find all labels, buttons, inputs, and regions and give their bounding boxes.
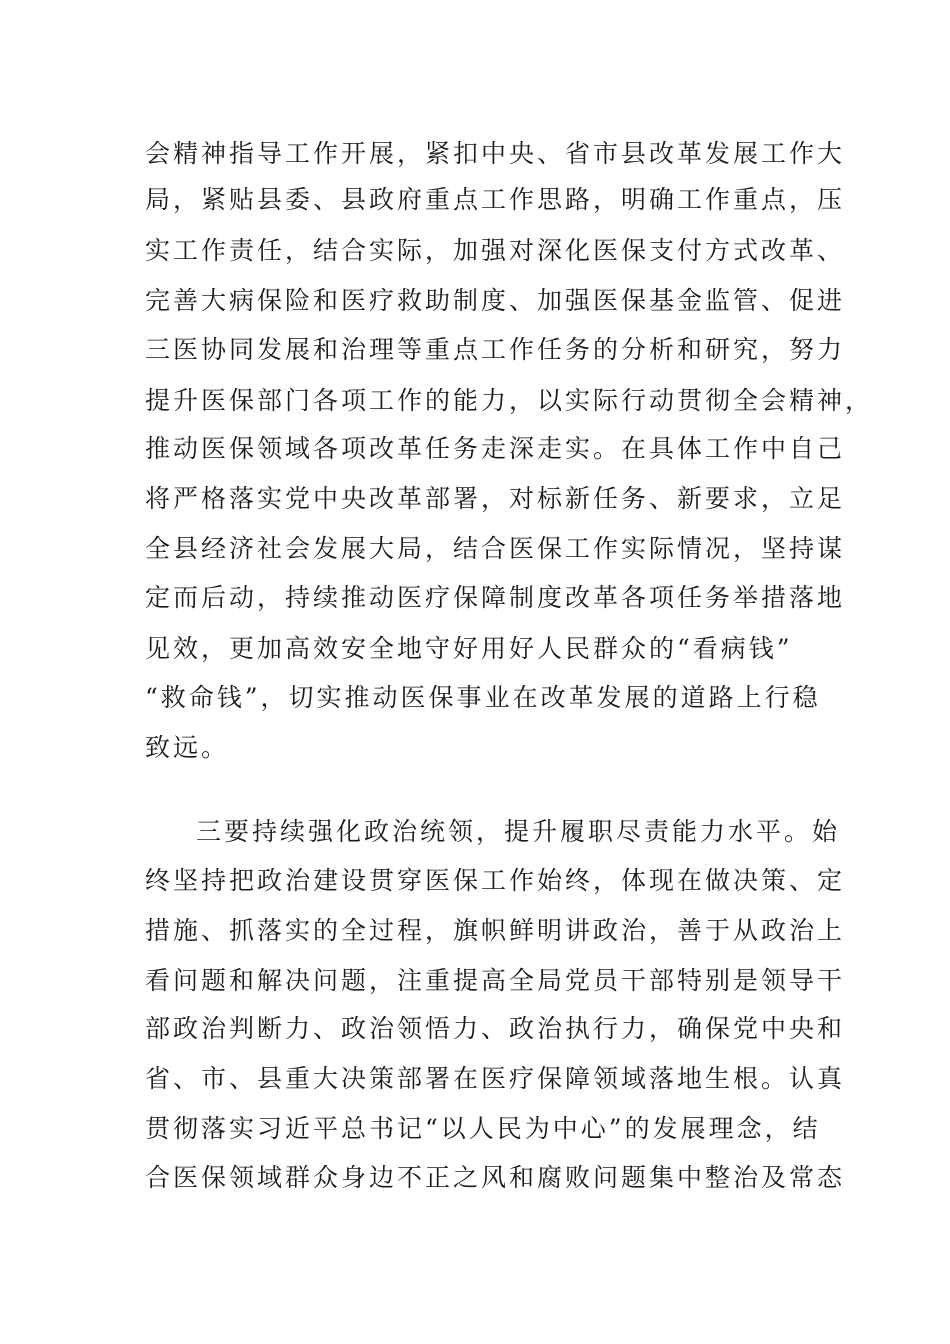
text-line: 贯彻落实习近平总书记“以人民为中心”的发展理念，结 (145, 1114, 821, 1143)
text-line: 三要持续强化政治统领，提升履职尽责能力水平。始 (196, 817, 841, 846)
text-line: 完善大病保险和医疗救助制度、加强医保基金监管、促进 (145, 286, 846, 315)
text-line: 将严格落实党中央改革部署，对标新任务、新要求，立足 (145, 484, 846, 513)
text-line: 看问题和解决问题，注重提高全局党员干部特别是领导干 (145, 966, 846, 995)
text-line: 合医保领域群众身边不正之风和腐败问题集中整治及常态 (145, 1163, 846, 1192)
text-line: 终坚持把政治建设贯穿医保工作始终，体现在做决策、定 (145, 866, 846, 895)
text-line: 见效，更加高效安全地守好用好人民群众的“看病钱” (145, 634, 793, 663)
text-line: 会精神指导工作开展，紧扣中央、省市县改革发展工作大 (145, 139, 846, 168)
text-line: 提升医保部门各项工作的能力，以实际行动贯彻全会精神， (145, 386, 874, 415)
text-line: 推动医保领域各项改革任务走深走实。在具体工作中自己 (145, 434, 846, 463)
text-line: 措施、抓落实的全过程，旗帜鲜明讲政治，善于从政治上 (145, 916, 846, 945)
text-line: 全县经济社会发展大局，结合医保工作实际情况，坚持谋 (145, 534, 846, 563)
text-line: 部政治判断力、政治领悟力、政治执行力，确保党中央和 (145, 1014, 846, 1043)
text-line: “救命钱”，切实推动医保事业在改革发展的道路上行稳 (145, 683, 821, 712)
text-line: 定而后动，持续推动医疗保障制度改革各项任务举措落地 (145, 583, 846, 612)
text-line: 局，紧贴县委、县政府重点工作思路，明确工作重点，压 (145, 185, 846, 214)
text-line: 三医协同发展和治理等重点工作任务的分析和研究，努力 (145, 335, 846, 364)
text-line: 实工作责任，结合实际，加强对深化医保支付方式改革、 (145, 236, 846, 265)
text-line: 致远。 (145, 733, 230, 762)
text-line: 省、市、县重大决策部署在医疗保障领域落地生根。认真 (145, 1064, 846, 1093)
